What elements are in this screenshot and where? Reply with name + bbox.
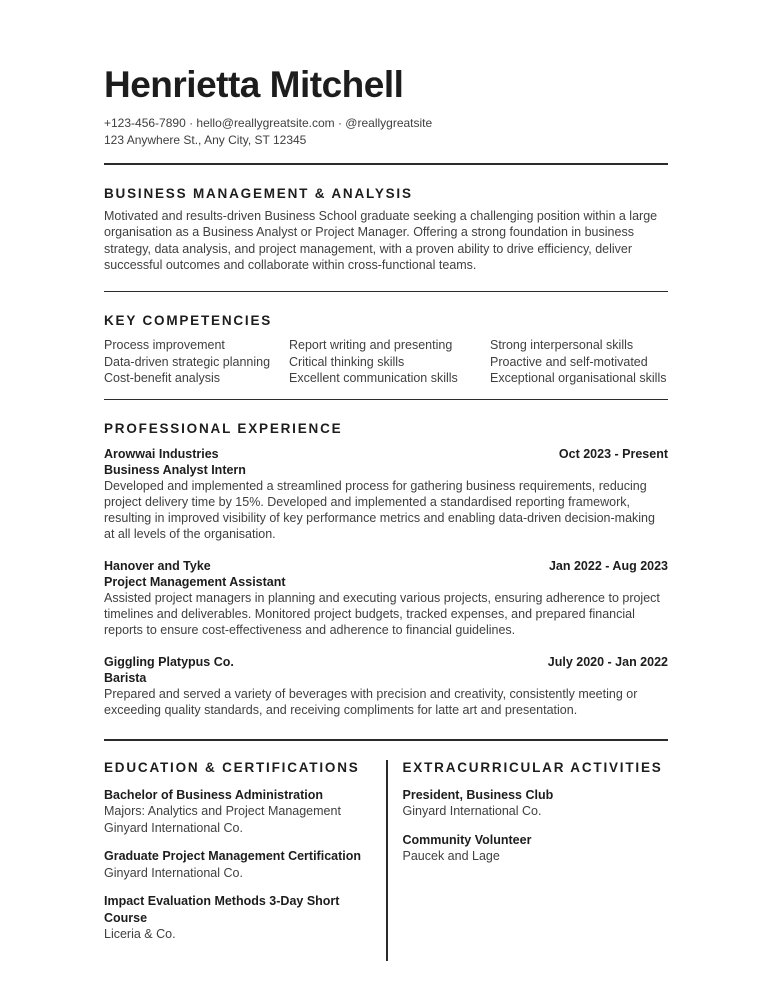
competency-item: Report writing and presenting: [289, 338, 453, 352]
summary-heading: BUSINESS MANAGEMENT & ANALYSIS: [104, 185, 413, 201]
section-extracurricular: [388, 760, 669, 961]
horizontal-divider: [104, 399, 668, 401]
job-dates: July 2020 - Jan 2022: [547, 655, 668, 669]
contact-line-1: +123-456-7890 · hello@reallygreatsite.com · @reallygreatsite: [104, 116, 433, 130]
competency-item: Cost-benefit analysis: [104, 371, 221, 385]
extracurricular-entry-title: President, Business Club: [402, 787, 554, 802]
job-header-row: [104, 654, 668, 670]
competency-item: Process improvement: [104, 338, 225, 352]
job-header-row: [104, 558, 668, 574]
job-title: Project Management Assistant: [104, 575, 286, 589]
section-summary: [104, 186, 668, 274]
competency-item: Strong interpersonal skills: [490, 338, 634, 352]
horizontal-divider: [104, 163, 668, 165]
job-company: Hanover and Tyke: [104, 559, 211, 573]
job-description: Assisted project managers in planning and executing various projects, ensuring adherence to project timelines and deliverables. Monitored project budgets, tracked expenses, and prepared financial reports to ensure cost-effectiveness and adherence to financial guidelines.: [104, 591, 660, 637]
header: [104, 64, 668, 149]
education-entry-detail: Liceria & Co.: [104, 927, 176, 941]
job-dates: Jan 2022 - Aug 2023: [548, 559, 668, 573]
horizontal-divider: [104, 739, 668, 741]
education-entry: [104, 787, 362, 837]
section-competencies: [104, 313, 668, 387]
competency-column: [104, 337, 289, 387]
job-entry: [104, 558, 668, 638]
extracurricular-entry-title: Community Volunteer: [402, 832, 532, 847]
section-education: [104, 760, 386, 961]
experience-heading: PROFESSIONAL EXPERIENCE: [104, 421, 343, 436]
extracurricular-entry: [403, 787, 669, 820]
job-header-row: [104, 446, 668, 462]
extracurricular-entry: [403, 832, 669, 865]
job-description: Developed and implemented a streamlined process for gathering business requirements, reducing project delivery time by 15%. Developed and implemented a standardised reporting framework, resulting in improved visibility of key performance metrics and enabling data-driven decision-making at all levels of the organisation.: [104, 479, 655, 541]
job-title: Barista: [104, 671, 147, 685]
education-heading: EDUCATION & CERTIFICATIONS: [104, 759, 360, 775]
extracurricular-entry-detail: Paucek and Lage: [402, 849, 500, 863]
job-entry: [104, 654, 668, 718]
competency-item: Critical thinking skills: [289, 354, 405, 369]
education-entry: [104, 893, 362, 943]
job-dates: Oct 2023 - Present: [558, 447, 668, 461]
job-company: Giggling Platypus Co.: [104, 655, 234, 669]
horizontal-divider: [104, 291, 668, 293]
extracurricular-heading: EXTRACURRICULAR ACTIVITIES: [402, 759, 663, 775]
job-company: Arowwai Industries: [104, 447, 219, 461]
competency-column: [490, 337, 668, 387]
competencies-heading: KEY COMPETENCIES: [104, 313, 273, 328]
competency-column: [289, 337, 490, 387]
summary-text: Motivated and results-driven Business School graduate seeking a challenging position within a large organisation as a Business Analyst or Project Manager. Offering a strong foundation in business strategy, data analysis, and project management, with a proven ability to drive efficiency, deliver successful outcomes and collaborate within cross-functional teams.: [104, 208, 658, 272]
education-entry-detail: Majors: Analytics and Project Management: [104, 804, 341, 818]
section-bottom: [104, 760, 668, 961]
education-entry-title: Bachelor of Business Administration: [104, 787, 324, 802]
education-entry-title: Graduate Project Management Certification: [104, 849, 362, 863]
section-experience: [104, 421, 668, 718]
job-description: Prepared and served a variety of beverages with precision and creativity, consistently meeting or exceeding quality standards, and receiving compliments for latte art and presentation.: [104, 687, 638, 717]
contact-line-2: 123 Anywhere St., Any City, ST 12345: [104, 133, 307, 147]
competency-item: Proactive and self-motivated: [490, 354, 648, 369]
competency-item: Exceptional organisational skills: [490, 371, 667, 385]
education-entry: [104, 848, 362, 881]
competency-item: Excellent communication skills: [289, 371, 458, 385]
competencies-columns: [104, 337, 668, 387]
education-entry-title: Impact Evaluation Methods 3-Day Short Course: [104, 894, 340, 925]
education-entry-detail: Ginyard International Co.: [104, 820, 243, 835]
competency-item: Data-driven strategic planning: [104, 354, 271, 369]
job-entry: [104, 446, 668, 542]
job-title: Business Analyst Intern: [104, 463, 246, 477]
extracurricular-entry-detail: Ginyard International Co.: [402, 804, 542, 818]
person-name: Henrietta Mitchell: [104, 64, 404, 105]
education-entry-detail: Ginyard International Co.: [104, 865, 243, 880]
